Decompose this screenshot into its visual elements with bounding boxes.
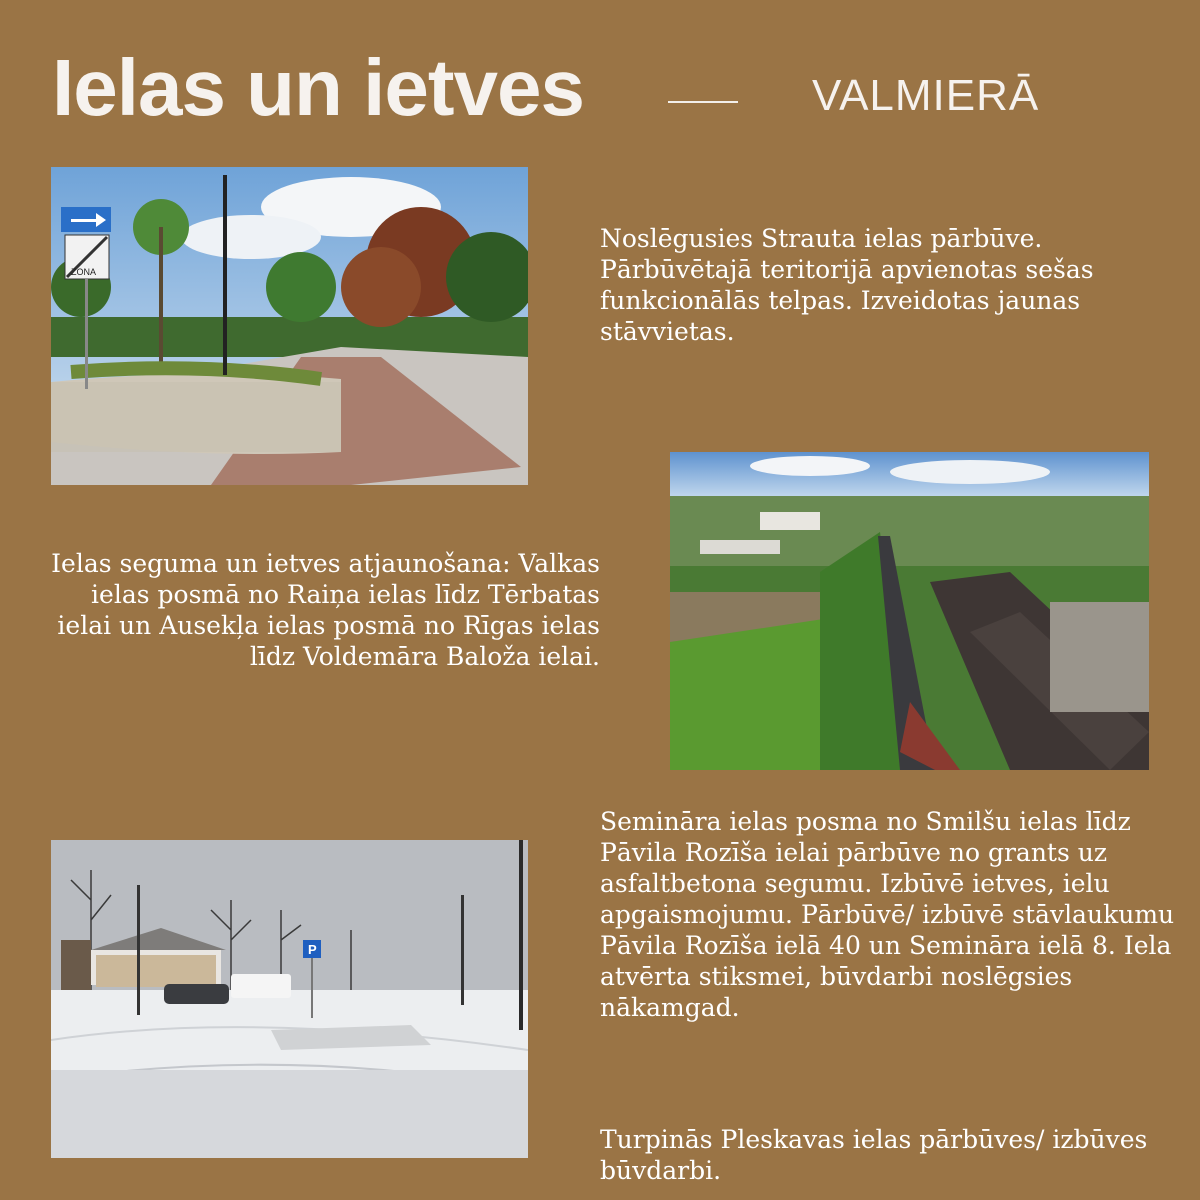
page-subtitle: VALMIERĀ — [812, 71, 1040, 120]
parking-sign-text: P — [308, 942, 317, 957]
pleskavas-description: Turpinās Pleskavas ielas pārbūves/ izbūves būvdarbi. — [600, 1125, 1148, 1185]
title-divider — [668, 101, 738, 103]
seminara-street-photo — [51, 840, 528, 1158]
page-title: Ielas un ietves — [52, 43, 584, 132]
seminara-description: Semināra ielas posma no Smilšu ielas līdz Pāvila Rozīša ielai pārbūve no grants uz asfaltbetona segumu. Izbūvē ietves, ielu apgaismojumu. Pārbūvē/ izbūvē stāvlaukumu Pāvila Rozīša ielā 40 un Semināra ielā 8. Iela atvērta stiksmei, būvdarbi noslēgsies nākamgad. — [600, 807, 1175, 1022]
valkas-description: Ielas seguma un ietves atjaunošana: Valkas ielas posmā no Raiņa ielas līdz Tērbatas ielai un Ausekļa ielas posmā no Rīgas ielas līdz Voldemāra Baloža ielai. — [51, 549, 600, 671]
valkas-street-aerial-photo — [670, 452, 1149, 770]
strauta-description: Noslēgusies Strauta ielas pārbūve. Pārbūvētajā teritorijā apvienotas sešas funkcionālās telpas. Izveidotas jaunas stāvvietas. — [600, 224, 1094, 346]
strauta-street-photo — [51, 167, 528, 485]
zone-sign-text: ZONA — [71, 267, 97, 277]
